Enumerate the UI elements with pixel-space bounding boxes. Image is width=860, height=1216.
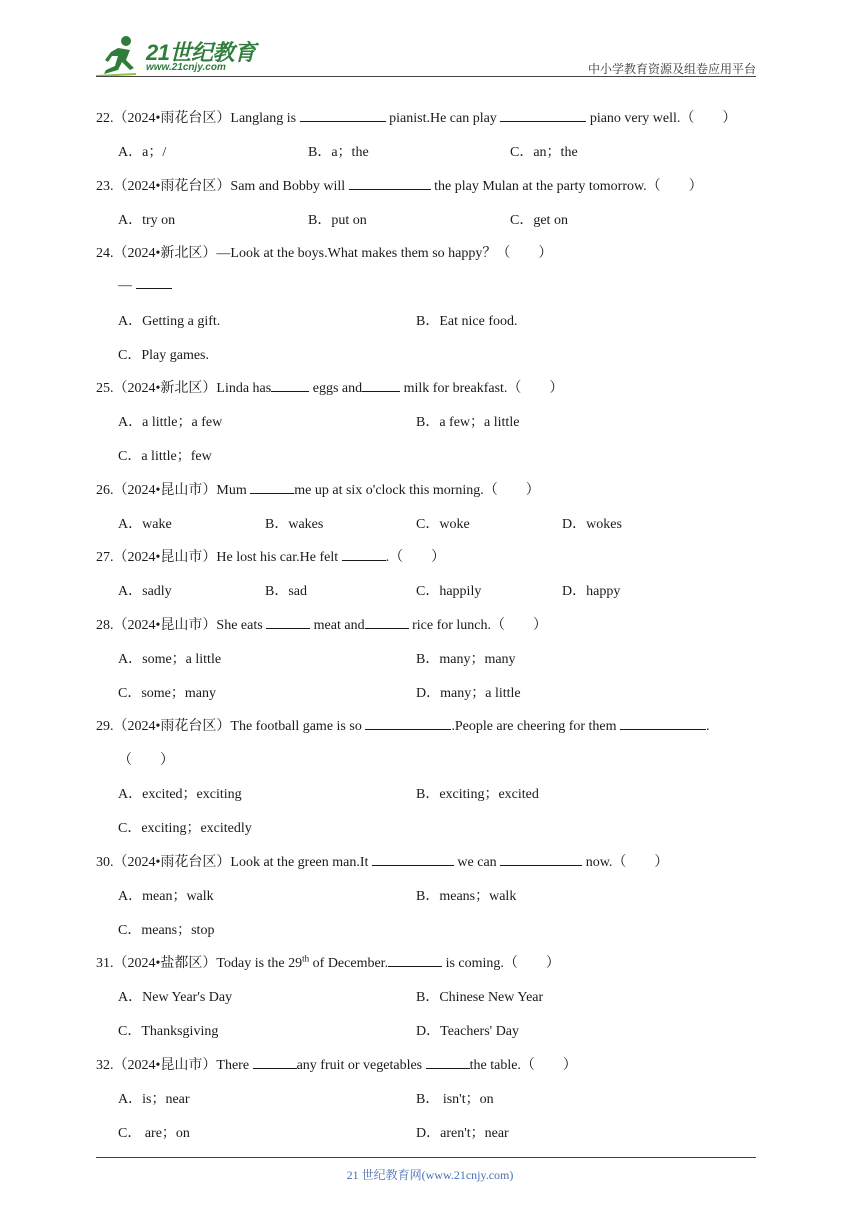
question-number: 30. [96,855,114,870]
option-d[interactable] [416,1122,509,1142]
option-a[interactable] [118,1088,190,1108]
option-a[interactable] [118,580,172,600]
answer-blank [342,548,386,561]
question-number: 27. [96,550,114,565]
option-a[interactable] [118,209,175,229]
option-text: Getting a gift. [142,314,221,329]
question-text: piano very well.（ ） [586,111,737,126]
page-header [96,28,756,78]
option-text: isn't；on [439,1092,494,1107]
question-text: eggs and [309,381,363,396]
question-text: He lost his car.He felt [216,550,342,565]
answer-blank [388,954,442,967]
answer-blank [300,109,386,122]
question-25 [96,377,563,397]
option-text: try on [142,213,176,228]
option-a[interactable] [118,310,220,330]
option-text: exciting；excited [439,787,539,802]
option-label: B． [416,415,440,430]
option-label: D． [416,1126,441,1141]
option-text: wake [142,517,172,532]
question-text: Langlang is [230,111,300,126]
option-text: exciting；excitedly [141,821,252,836]
question-number: 29. [96,719,114,734]
option-label: A． [118,889,143,904]
question-source: （2024•雨花台区） [113,179,231,194]
question-text: now.（ ） [582,855,669,870]
option-text: New Year's Day [142,990,233,1005]
option-c[interactable] [118,344,209,364]
option-b[interactable] [308,141,369,161]
option-a[interactable] [118,783,242,803]
answer-blank [136,276,172,289]
question-source: （2024•雨花台区） [113,111,231,126]
question-text: me up at six o'clock this morning.（ ） [294,483,540,498]
option-label: A． [118,314,143,329]
answer-blank [250,481,294,494]
option-d[interactable] [416,1020,519,1040]
option-label: C． [416,517,440,532]
text: （ ） [118,753,174,768]
question-text: Linda has [216,381,272,396]
option-a[interactable] [118,986,232,1006]
option-label: C． [118,1126,142,1141]
answer-blank [266,616,310,629]
answer-blank [253,1056,297,1069]
question-text: is coming.（ ） [442,956,560,971]
option-d[interactable] [562,513,622,533]
option-text: excited；exciting [142,787,242,802]
option-text: put on [331,213,367,228]
option-a[interactable] [118,648,221,668]
option-b[interactable] [265,580,307,600]
option-text: aren't；near [440,1126,509,1141]
option-text: Eat nice food. [439,314,518,329]
question-text: pianist.He can play [385,111,501,126]
question-source: （2024•昆山市） [113,1058,217,1073]
question-text: .（ ） [385,550,446,565]
option-label: B． [265,517,289,532]
logo-url: www.21cnjy.com [146,62,226,73]
option-text: is；near [142,1092,190,1107]
option-c[interactable] [118,919,214,939]
option-c[interactable] [510,141,578,161]
option-label: A． [118,145,143,160]
option-c[interactable] [118,1020,218,1040]
option-d[interactable] [416,682,521,702]
option-b[interactable] [416,310,517,330]
option-text: Teachers' Day [440,1024,520,1039]
option-b[interactable] [416,411,519,431]
header-divider [96,76,756,77]
option-label: B． [416,990,440,1005]
option-label: C． [510,145,534,160]
option-label: A． [118,1092,143,1107]
text: — [118,278,136,293]
answer-blank [500,109,586,122]
option-c[interactable] [118,682,216,702]
option-c[interactable] [118,817,252,837]
answer-blank [365,616,409,629]
question-source: （2024•新北区） [113,246,217,261]
question-text: . [706,719,710,734]
option-label: B． [416,787,440,802]
question-27 [96,546,445,566]
option-label: A． [118,652,143,667]
option-text: a little；a few [142,415,223,430]
answer-blank [500,853,582,866]
question-number: 25. [96,381,114,396]
option-label: C． [118,821,142,836]
question-source: （2024•昆山市） [113,550,217,565]
option-text: Play games. [141,348,209,363]
option-text: happy [586,584,621,599]
question-number: 24. [96,246,114,261]
option-label: D． [416,686,441,701]
option-label: D． [416,1024,441,1039]
option-label: D． [562,517,587,532]
question-text: There [216,1058,253,1073]
answer-blank [426,1056,470,1069]
question-32 [96,1054,577,1074]
option-c[interactable] [416,513,470,533]
option-text: woke [439,517,470,532]
question-text: —Look at the boys.What makes them so happy？（ ） [216,246,553,261]
answer-blank [271,379,309,392]
option-label: C． [118,686,142,701]
question-text: Mum [216,483,251,498]
option-text: wokes [586,517,622,532]
option-text: are；on [141,1126,190,1141]
question-22 [96,107,736,127]
option-text: get on [533,213,568,228]
option-text: mean；walk [142,889,214,904]
option-label: B． [265,584,289,599]
option-a[interactable] [118,411,222,431]
question-31 [96,952,560,972]
question-text: meat and [310,618,365,633]
question-text: The football game is so [230,719,366,734]
option-label: B． [308,213,332,228]
option-text: a；the [331,145,369,160]
option-text: some；a little [142,652,222,667]
question-source: （2024•昆山市） [113,618,217,633]
option-text: a few；a little [439,415,520,430]
question-number: 22. [96,111,114,126]
option-text: wakes [288,517,324,532]
option-label: B． [416,1092,440,1107]
question-text: we can [453,855,501,870]
question-text: Sam and Bobby will [230,179,349,194]
option-text: means；stop [141,923,215,938]
option-label: A． [118,584,143,599]
option-text: Thanksgiving [141,1024,219,1039]
option-text: some；many [141,686,216,701]
question-number: 28. [96,618,114,633]
option-text: happily [439,584,482,599]
question-26 [96,479,540,499]
runner-icon [96,34,144,78]
question-source: （2024•盐都区） [113,956,217,971]
option-label: A． [118,213,143,228]
option-text: many；a little [440,686,521,701]
answer-blank [620,717,706,730]
question-29 [96,715,710,735]
option-a[interactable] [118,513,172,533]
ordinal-suffix: th [302,953,310,964]
option-text: a little；few [141,449,212,464]
option-label: C． [118,348,142,363]
option-label: C． [118,1024,142,1039]
question-text: Look at the green man.It [230,855,372,870]
question-24 [96,242,552,262]
question-number: 26. [96,483,114,498]
question-text: rice for lunch.（ ） [408,618,548,633]
option-b[interactable] [265,513,323,533]
question-source: （2024•昆山市） [113,483,217,498]
option-text: Chinese New Year [439,990,544,1005]
question-source: （2024•雨花台区） [113,855,231,870]
option-c[interactable] [118,445,212,465]
option-text: a；/ [142,145,167,160]
question-number: 23. [96,179,114,194]
option-label: A． [118,787,143,802]
option-label: C． [118,449,142,464]
footer-divider [96,1157,756,1158]
option-label: B． [416,314,440,329]
option-a[interactable] [118,141,166,161]
option-label: B． [308,145,332,160]
logo-name: 21世纪教育 [146,40,256,65]
option-b[interactable] [308,209,367,229]
option-text: sadly [142,584,172,599]
answer-blank [362,379,400,392]
question-text: milk for breakfast.（ ） [400,381,564,396]
question-28 [96,614,547,634]
option-d[interactable] [562,580,620,600]
option-label: C． [416,584,440,599]
answer-blank [365,717,451,730]
option-c[interactable] [510,209,568,229]
question-text: of December. [309,956,389,971]
question-source: （2024•新北区） [113,381,217,396]
question-text: She eats [216,618,267,633]
option-label: C． [118,923,142,938]
question-24-line2 [118,276,172,294]
option-label: C． [510,213,534,228]
option-label: A． [118,415,143,430]
option-b[interactable] [416,986,543,1006]
option-label: B． [416,889,440,904]
site-logo[interactable] [96,34,266,78]
option-b[interactable] [416,783,539,803]
platform-label: 中小学教育资源及组卷应用平台 [587,62,756,76]
option-b[interactable] [416,885,516,905]
question-number: 31. [96,956,114,971]
option-c[interactable] [416,580,481,600]
question-text: any fruit or vegetables [296,1058,426,1073]
option-c[interactable] [118,1122,190,1142]
question-23 [96,175,703,195]
question-text: Today is the 29 [216,956,303,971]
option-text: means；walk [439,889,517,904]
option-label: A． [118,517,143,532]
option-text: many；many [439,652,516,667]
question-29-line2 [118,749,174,769]
option-text: sad [288,584,308,599]
answer-blank [349,177,431,190]
answer-blank [372,853,454,866]
question-text: the play Mulan at the party tomorrow.（ ） [430,179,703,194]
question-30 [96,851,668,871]
option-b[interactable] [416,1088,494,1108]
option-b[interactable] [416,648,516,668]
footer-link[interactable]: 21 世纪教育网(www.21cnjy.com) [346,1168,514,1182]
option-a[interactable] [118,885,214,905]
option-text: an；the [533,145,578,160]
question-number: 32. [96,1058,114,1073]
option-label: D． [562,584,587,599]
option-label: A． [118,990,143,1005]
option-label: B． [416,652,440,667]
question-text: the table.（ ） [469,1058,577,1073]
question-source: （2024•雨花台区） [113,719,231,734]
question-text: .People are cheering for them [451,719,621,734]
